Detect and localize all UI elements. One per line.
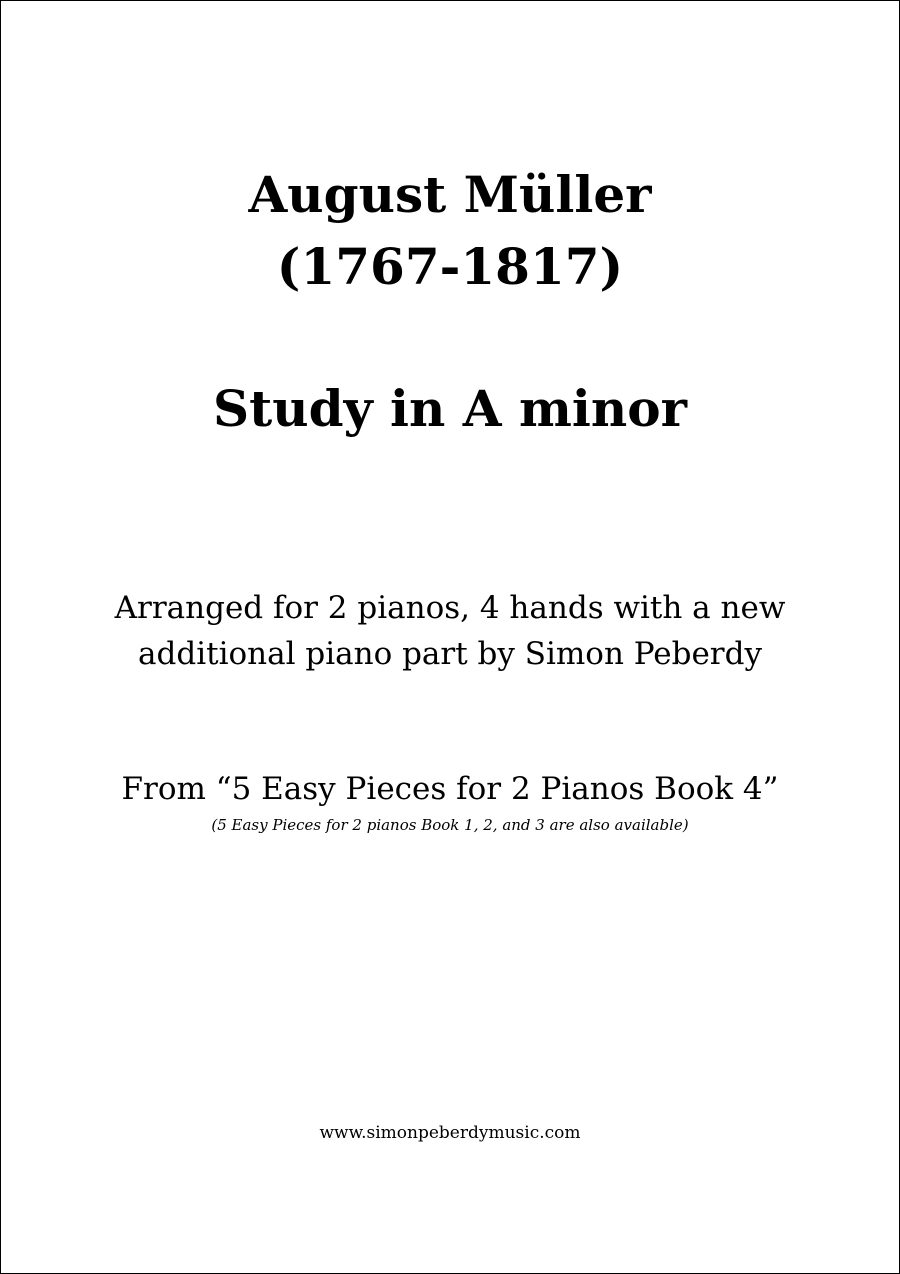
availability-note: (5 Easy Pieces for 2 pianos Book 1, 2, and 3 are also available) — [211, 816, 689, 834]
arrangement-line-1: Arranged for 2 pianos, 4 hands with a new — [114, 590, 786, 626]
website-url[interactable]: www.simonpeberdymusic.com — [319, 1123, 581, 1143]
arrangement-line-2: additional piano part by Simon Peberdy — [138, 636, 762, 672]
composer-name: August Müller — [248, 165, 652, 224]
piece-title: Study in A minor — [213, 379, 687, 438]
composer-dates: (1767-1817) — [276, 237, 624, 296]
source-collection: From “5 Easy Pieces for 2 Pianos Book 4” — [121, 771, 779, 807]
